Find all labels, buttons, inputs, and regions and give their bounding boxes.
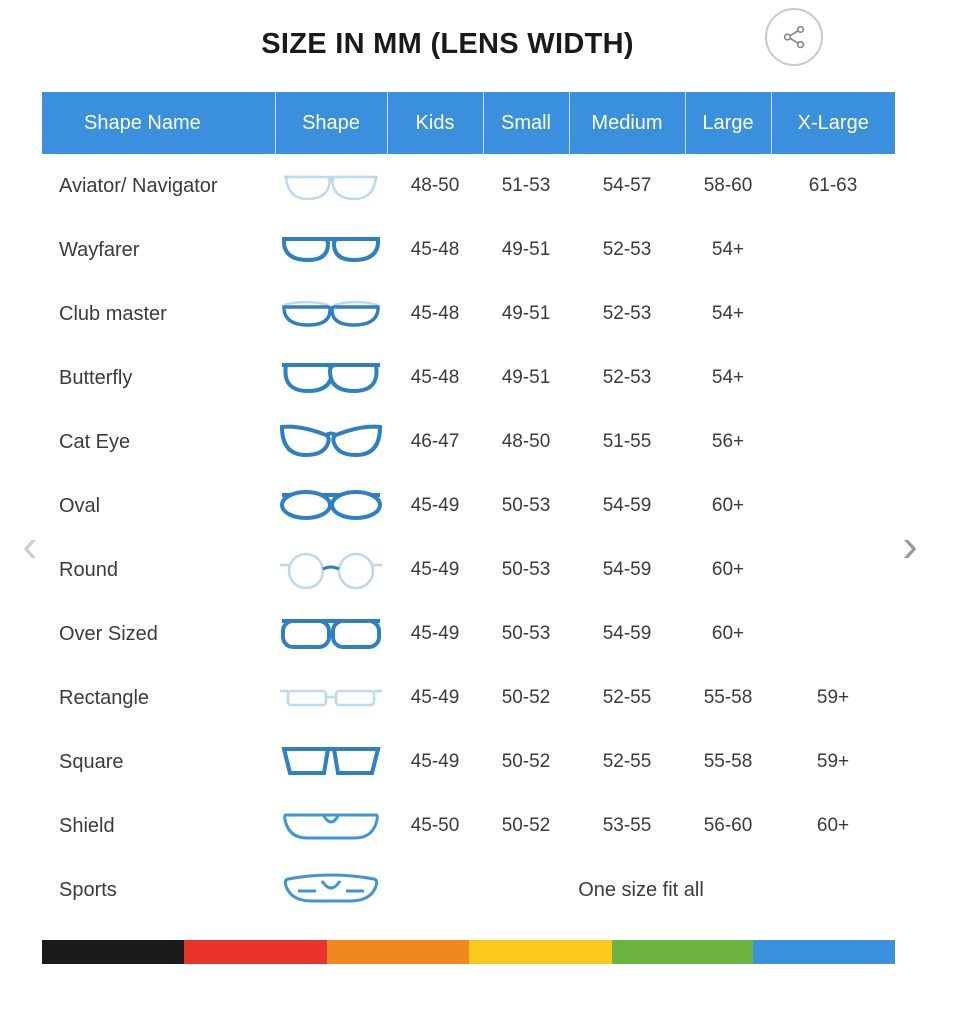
cell-small: 50-52	[501, 815, 551, 836]
color-swatch-6	[753, 940, 895, 964]
column-header-small: Small	[483, 92, 569, 154]
size-chart-table	[42, 92, 895, 922]
cell-kids: 45-48	[410, 239, 460, 260]
sports-glasses-icon	[278, 867, 384, 913]
table-row	[42, 858, 895, 922]
table-header-row	[42, 92, 895, 154]
row-label: Rectangle	[59, 686, 150, 709]
row-label: Cat Eye	[59, 430, 131, 453]
cell-large: 55-58	[703, 751, 753, 772]
shape-cell	[275, 602, 387, 666]
cell-kids: 48-50	[410, 175, 460, 196]
table-row	[42, 730, 895, 794]
shape-cell	[275, 538, 387, 602]
cell-large: 60+	[711, 495, 745, 516]
row-label: Round	[59, 558, 118, 581]
cell-large: 58-60	[703, 175, 753, 196]
column-header-xlarge: X-Large	[771, 92, 895, 154]
cell-xlarge	[771, 410, 895, 474]
cell-kids: 45-49	[410, 687, 460, 708]
share-button[interactable]	[765, 8, 823, 66]
cell-xlarge	[771, 218, 895, 282]
shape-cell	[275, 346, 387, 410]
share-icon	[781, 24, 807, 50]
cell-xlarge: 60+	[816, 815, 850, 836]
color-swatch-4	[469, 940, 611, 964]
cell-small: 49-51	[501, 239, 551, 260]
column-header-large: Large	[685, 92, 771, 154]
next-button[interactable]: ›	[902, 519, 918, 571]
shape-cell	[275, 474, 387, 538]
square-glasses-icon	[278, 739, 384, 785]
shape-cell	[275, 282, 387, 346]
rectangle-glasses-icon	[278, 675, 384, 721]
cell-kids: 45-50	[410, 815, 460, 836]
cell-small: 50-53	[501, 559, 551, 580]
cell-kids: 46-47	[410, 431, 460, 452]
row-label: Shield	[59, 814, 115, 837]
cell-medium: 54-59	[602, 623, 652, 644]
shape-cell	[275, 794, 387, 858]
cell-kids: 45-49	[410, 751, 460, 772]
row-label: Over Sized	[59, 622, 158, 645]
color-strip	[42, 940, 895, 964]
table-row	[42, 666, 895, 730]
table-row	[42, 154, 895, 218]
cell-xlarge: 59+	[816, 687, 850, 708]
column-header-medium: Medium	[569, 92, 685, 154]
cell-xlarge	[771, 282, 895, 346]
cell-medium: 52-55	[602, 751, 652, 772]
cell-small: 51-53	[501, 175, 551, 196]
cell-medium: 54-59	[602, 495, 652, 516]
cell-kids: 45-49	[410, 623, 460, 644]
cell-large: 60+	[711, 623, 745, 644]
oversized-glasses-icon	[278, 611, 384, 657]
cell-small: 50-52	[501, 751, 551, 772]
page-title: SIZE IN MM (LENS WIDTH)	[261, 27, 634, 60]
cell-large: 54+	[711, 367, 745, 388]
cell-medium: 52-53	[602, 239, 652, 260]
shape-cell	[275, 730, 387, 794]
table-row	[42, 538, 895, 602]
row-label: Wayfarer	[59, 238, 140, 261]
clubmaster-glasses-icon	[278, 291, 384, 337]
row-label: Square	[59, 750, 124, 773]
right-gutter	[895, 0, 957, 1024]
title-bar	[0, 0, 895, 88]
table-row	[42, 218, 895, 282]
color-swatch-5	[612, 940, 754, 964]
table-row	[42, 282, 895, 346]
cell-xlarge	[771, 602, 895, 666]
butterfly-glasses-icon	[278, 355, 384, 401]
cell-small: 50-53	[501, 495, 551, 516]
cell-medium: 52-53	[602, 367, 652, 388]
color-swatch-3	[327, 940, 469, 964]
cell-xlarge: 61-63	[808, 175, 858, 196]
cell-large: 56-60	[703, 815, 753, 836]
shape-cell	[275, 666, 387, 730]
row-label: Butterfly	[59, 366, 133, 389]
aviator-glasses-icon	[278, 163, 384, 209]
prev-button[interactable]: ‹	[22, 519, 38, 571]
color-swatch-1	[42, 940, 184, 964]
cell-kids: 45-48	[410, 303, 460, 324]
cell-small: 48-50	[501, 431, 551, 452]
cell-medium: 52-55	[602, 687, 652, 708]
table-row	[42, 602, 895, 666]
cell-xlarge	[771, 474, 895, 538]
wayfarer-glasses-icon	[278, 227, 384, 273]
table-row	[42, 474, 895, 538]
cell-large: 55-58	[703, 687, 753, 708]
cell-xlarge: 59+	[816, 751, 850, 772]
color-swatch-2	[184, 940, 326, 964]
cell-medium: 52-53	[602, 303, 652, 324]
cell-xlarge	[771, 538, 895, 602]
cell-xlarge	[771, 346, 895, 410]
sports-note: One size fit all	[578, 878, 704, 901]
shield-glasses-icon	[278, 803, 384, 849]
cell-medium: 51-55	[602, 431, 652, 452]
round-glasses-icon	[278, 547, 384, 593]
cell-small: 50-53	[501, 623, 551, 644]
shape-cell	[275, 218, 387, 282]
column-header-shape: Shape	[275, 92, 387, 154]
row-label: Oval	[59, 494, 101, 517]
cell-large: 60+	[711, 559, 745, 580]
table-row	[42, 410, 895, 474]
cell-medium: 54-57	[602, 175, 652, 196]
row-label: Sports	[59, 878, 117, 901]
cell-medium: 53-55	[602, 815, 652, 836]
cell-kids: 45-49	[410, 559, 460, 580]
shape-cell	[275, 410, 387, 474]
shape-cell	[275, 858, 387, 922]
table-row	[42, 346, 895, 410]
oval-glasses-icon	[278, 483, 384, 529]
cell-small: 49-51	[501, 367, 551, 388]
cell-small: 50-52	[501, 687, 551, 708]
cateye-glasses-icon	[278, 419, 384, 465]
row-label: Club master	[59, 302, 167, 325]
cell-large: 54+	[711, 239, 745, 260]
cell-large: 54+	[711, 303, 745, 324]
column-header-kids: Kids	[387, 92, 483, 154]
cell-large: 56+	[711, 431, 745, 452]
table-row	[42, 794, 895, 858]
column-header-shape-name: Shape Name	[42, 92, 275, 154]
cell-kids: 45-48	[410, 367, 460, 388]
cell-kids: 45-49	[410, 495, 460, 516]
shape-cell	[275, 154, 387, 218]
row-label: Aviator/ Navigator	[59, 174, 218, 197]
cell-medium: 54-59	[602, 559, 652, 580]
cell-small: 49-51	[501, 303, 551, 324]
